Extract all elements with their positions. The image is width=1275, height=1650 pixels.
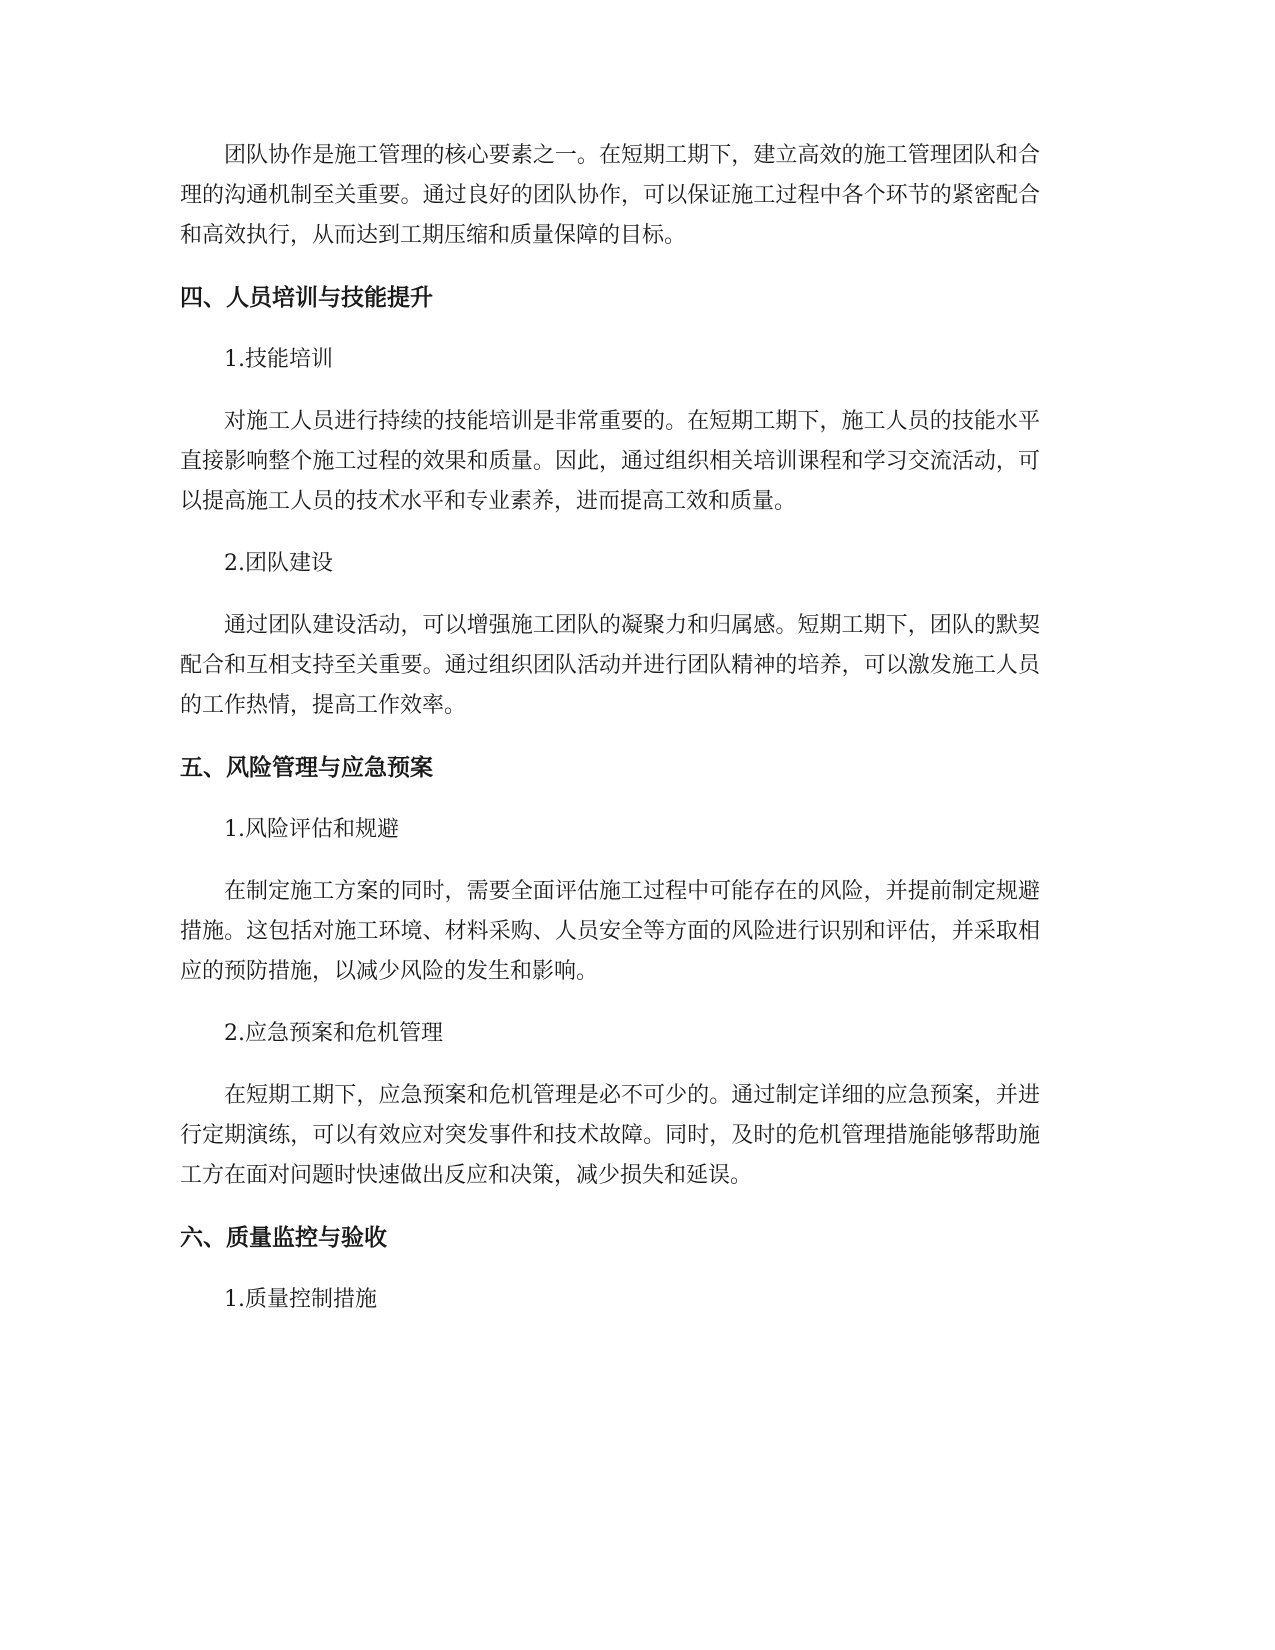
- section-heading-training: 四、人员培训与技能提升: [180, 285, 433, 311]
- paragraph-emergency-plan: 在短期工期下，应急预案和危机管理是必不可少的。通过制定详细的应急预案，并进行定期演练，可以有效应对突发事件和技术故障。同时，及时的危机管理措施能够帮助施工方在面对问题时快速做出反应和决策，减少损失和延误。: [180, 1083, 1040, 1188]
- section-heading-risk: 五、风险管理与应急预案: [180, 755, 433, 781]
- intro-paragraph: 团队协作是施工管理的核心要素之一。在短期工期下，建立高效的施工管理团队和合理的沟通机制至关重要。通过良好的团队协作，可以保证施工过程中各个环节的紧密配合和高效执行，从而达到工期压缩和质量保障的目标。: [180, 143, 1040, 248]
- paragraph-team-building: 通过团队建设活动，可以增强施工团队的凝聚力和归属感。短期工期下，团队的默契配合和互相支持至关重要。通过组织团队活动并进行团队精神的培养，可以激发施工人员的工作热情，提高工作效率。: [180, 613, 1040, 718]
- subheading-skill-training: 1.技能培训: [224, 347, 333, 372]
- subheading-quality-control: 1.质量控制措施: [224, 1287, 377, 1312]
- paragraph-risk-assessment: 在制定施工方案的同时，需要全面评估施工过程中可能存在的风险，并提前制定规避措施。这包括对施工环境、材料采购、人员安全等方面的风险进行识别和评估，并采取相应的预防措施，以减少风险的发生和影响。: [180, 879, 1040, 984]
- document-page: [180, 136, 1040, 1342]
- subheading-team-building: 2.团队建设: [224, 551, 333, 576]
- paragraph-skill-training: 对施工人员进行持续的技能培训是非常重要的。在短期工期下，施工人员的技能水平直接影响整个施工过程的效果和质量。因此，通过组织相关培训课程和学习交流活动，可以提高施工人员的技术水平和专业素养，进而提高工效和质量。: [180, 409, 1040, 514]
- subheading-risk-assessment: 1.风险评估和规避: [224, 817, 399, 842]
- subheading-emergency-plan: 2.应急预案和危机管理: [224, 1021, 443, 1046]
- section-heading-quality: 六、质量监控与验收: [180, 1225, 387, 1251]
